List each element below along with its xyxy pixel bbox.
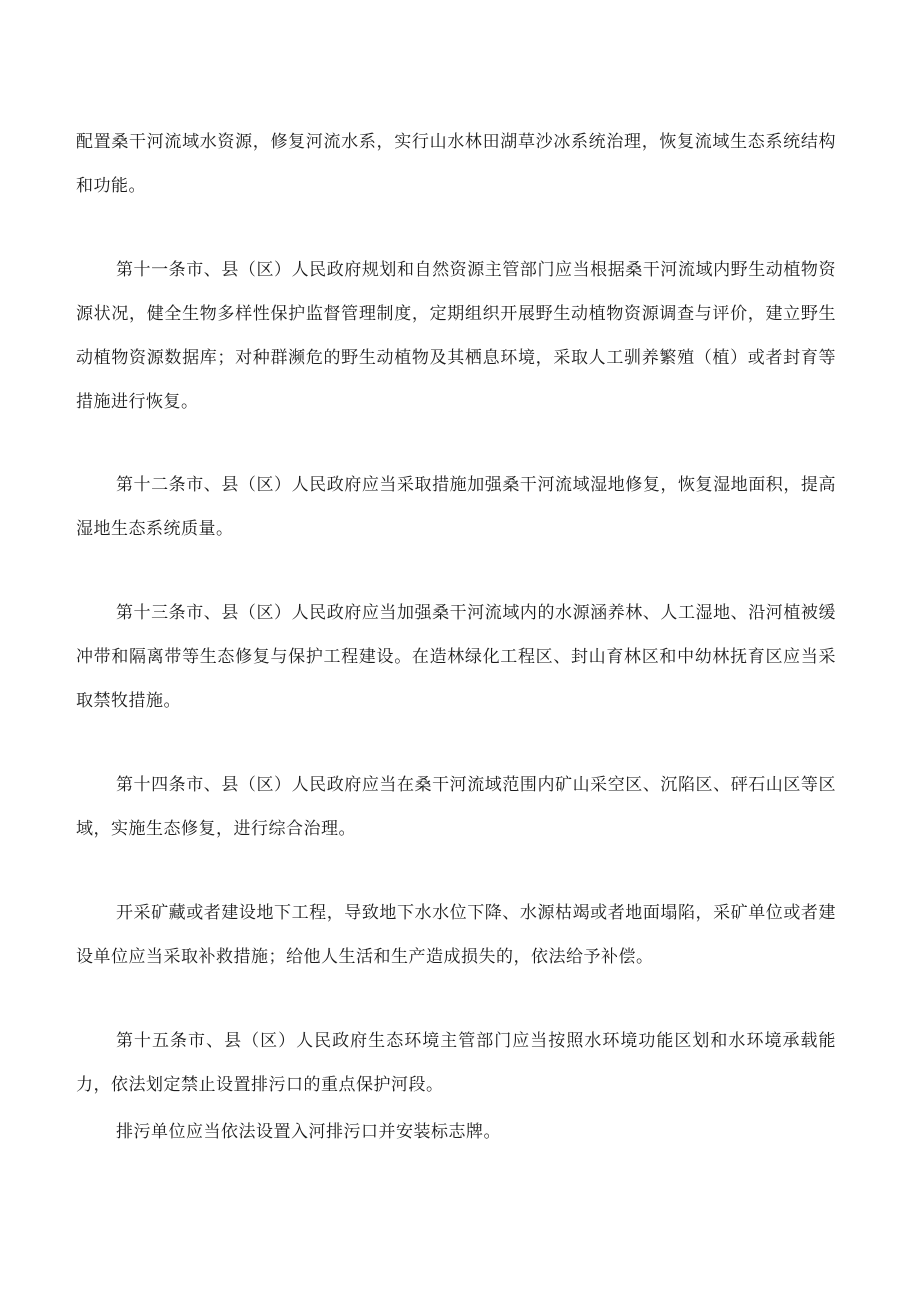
- article-14-clause-2-paragraph: 开采矿藏或者建设地下工程，导致地下水水位下降、水源枯竭或者地面塌陷，采矿单位或者建设单位应当采取补救措施；给他人生活和生产造成损失的，依法给予补偿。: [76, 903, 836, 967]
- article-12-paragraph: 第十二条市、县（区）人民政府应当采取措施加强桑干河流域湿地修复，恢复湿地面积，提高湿地生态系统质量。: [76, 475, 836, 539]
- article-13-paragraph: 第十三条市、县（区）人民政府应当加强桑干河流域内的水源涵养林、人工湿地、沿河植被缓冲带和隔离带等生态修复与保护工程建设。在造林绿化工程区、封山育林区和中幼林抚育区应当采取禁牧措施。: [76, 603, 836, 711]
- paragraph-continuation: 配置桑干河流域水资源，修复河流水系，实行山水林田湖草沙冰系统治理，恢复流域生态系统结构和功能。: [76, 132, 836, 196]
- article-14-paragraph: 第十四条市、县（区）人民政府应当在桑干河流域范围内矿山采空区、沉陷区、砰石山区等区域，实施生态修复，进行综合治理。: [76, 775, 836, 839]
- article-15-paragraph: 第十五条市、县（区）人民政府生态环境主管部门应当按照水环境功能区划和水环境承载能力，依法划定禁止设置排污口的重点保护河段。: [76, 1031, 836, 1095]
- article-11-paragraph: 第十一条市、县（区）人民政府规划和自然资源主管部门应当根据桑干河流域内野生动植物资源状况，健全生物多样性保护监督管理制度，定期组织开展野生动植物资源调查与评价，建立野生动植物资源数据库；对种群濒危的野生动植物及其栖息环境，采取人工驯养繁殖（植）或者封育等措施进行恢复。: [76, 260, 836, 412]
- article-15-clause-2-paragraph: 排污单位应当依法设置入河排污口并安装标志牌。: [116, 1122, 501, 1142]
